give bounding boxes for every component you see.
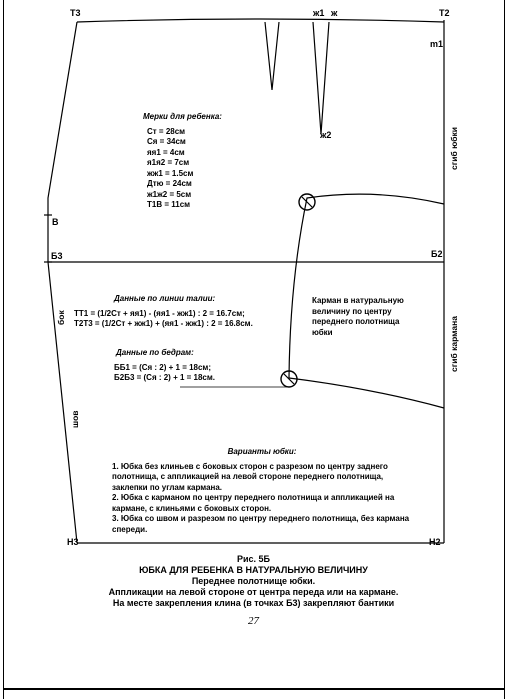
figure-subtitle: Переднее полотнище юбки. [191, 576, 316, 586]
measurements-block [143, 112, 253, 211]
variant-item: 2. Юбка с карманом по центру переднего полотнища и аппликацией на кармане, с клиньями с боковых сторон. [112, 493, 395, 513]
side-label: бок [56, 310, 66, 325]
fold-skirt-label: сгиб юбки [449, 127, 459, 170]
measurement-item: Ся = 34см [147, 137, 186, 146]
point-zh2: ж2 [320, 130, 332, 140]
variants-block [112, 447, 412, 535]
fold-pocket-label: сгиб кармана [449, 316, 459, 372]
pocket-note: Карман в натуральную величину по центру переднего полотнища юбки [312, 296, 404, 337]
measurement-item: яя1 = 4см [147, 147, 185, 157]
point-t2: Т2 [439, 8, 450, 18]
side-seam-line [48, 22, 77, 543]
point-m1: m1 [430, 39, 444, 49]
measurement-item: я1я2 = 7см [147, 158, 190, 167]
page-number: 27 [248, 615, 259, 627]
point-zh1: ж1 [313, 8, 325, 18]
point-zh: ж [331, 8, 338, 18]
waist-line [77, 19, 444, 22]
hips-line-1: ББ1 = (Ся : 2) + 1 = 18см; [114, 362, 212, 372]
measurements-list [143, 127, 253, 211]
measurement-item: ж1ж2 = 5см [147, 189, 192, 199]
measurement-item: жж1 = 1.5см [147, 168, 194, 178]
figure-number: Рис. 5Б [236, 554, 271, 564]
page-bottom-edge [3, 688, 505, 690]
hips-line-2: Б2Б3 = (Ся : 2) + 1 = 18см. [114, 373, 216, 382]
waist-title: Данные по линии талии: [114, 294, 216, 303]
measurement-item: Т1В = 11см [147, 200, 191, 209]
waist-line-1: ТТ1 = (1/2Ст + яя1) - (яя1 - жж1) : 2 = 16.7см; [74, 308, 245, 318]
point-b2: Б2 [431, 249, 443, 259]
waist-data-block [74, 294, 304, 330]
variant-item: 1. Юбка без клиньев с боковых сторон с разрезом по центру заднего полотнища, с аппликацией на левой стороне переднего полотнища, заклепки по углам кармана. [112, 461, 388, 492]
hips-data-block [114, 348, 284, 384]
figure-title: ЮБКА ДЛЯ РЕБЕНКА В НАТУРАЛЬНУЮ ВЕЛИЧИНУ [139, 565, 368, 575]
point-v: В [52, 217, 59, 227]
measurement-item: Ст = 28см [147, 126, 186, 136]
variant-item: 3. Юбка со швом и разрезом по центру переднего полотнища, без кармана спереди. [112, 514, 410, 534]
seam-label: шов [70, 410, 80, 428]
measurement-item: Дтю = 24см [147, 179, 192, 188]
waist-line-2: Т2Т3 = (1/2Ст + жж1) + (яя1 - жж1) : 2 = 16.8см. [74, 319, 253, 328]
point-h3: Н3 [67, 537, 79, 547]
point-t3: Т3 [70, 8, 81, 18]
figure-note-1: Аппликации на левой стороне от центра переда или на кармане. [108, 587, 399, 597]
dart-2 [313, 22, 329, 134]
hips-title: Данные по бедрам: [116, 348, 194, 357]
point-h2: Н2 [429, 537, 441, 547]
measurements-title: Мерки для ребенка: [143, 112, 222, 121]
point-b3: Б3 [51, 251, 63, 261]
dart-1 [265, 22, 279, 90]
variants-title: Варианты юбки: [227, 447, 297, 456]
figure-note-2: На месте закрепления клина (в точках Б3) закрепляют бантики [112, 598, 395, 608]
